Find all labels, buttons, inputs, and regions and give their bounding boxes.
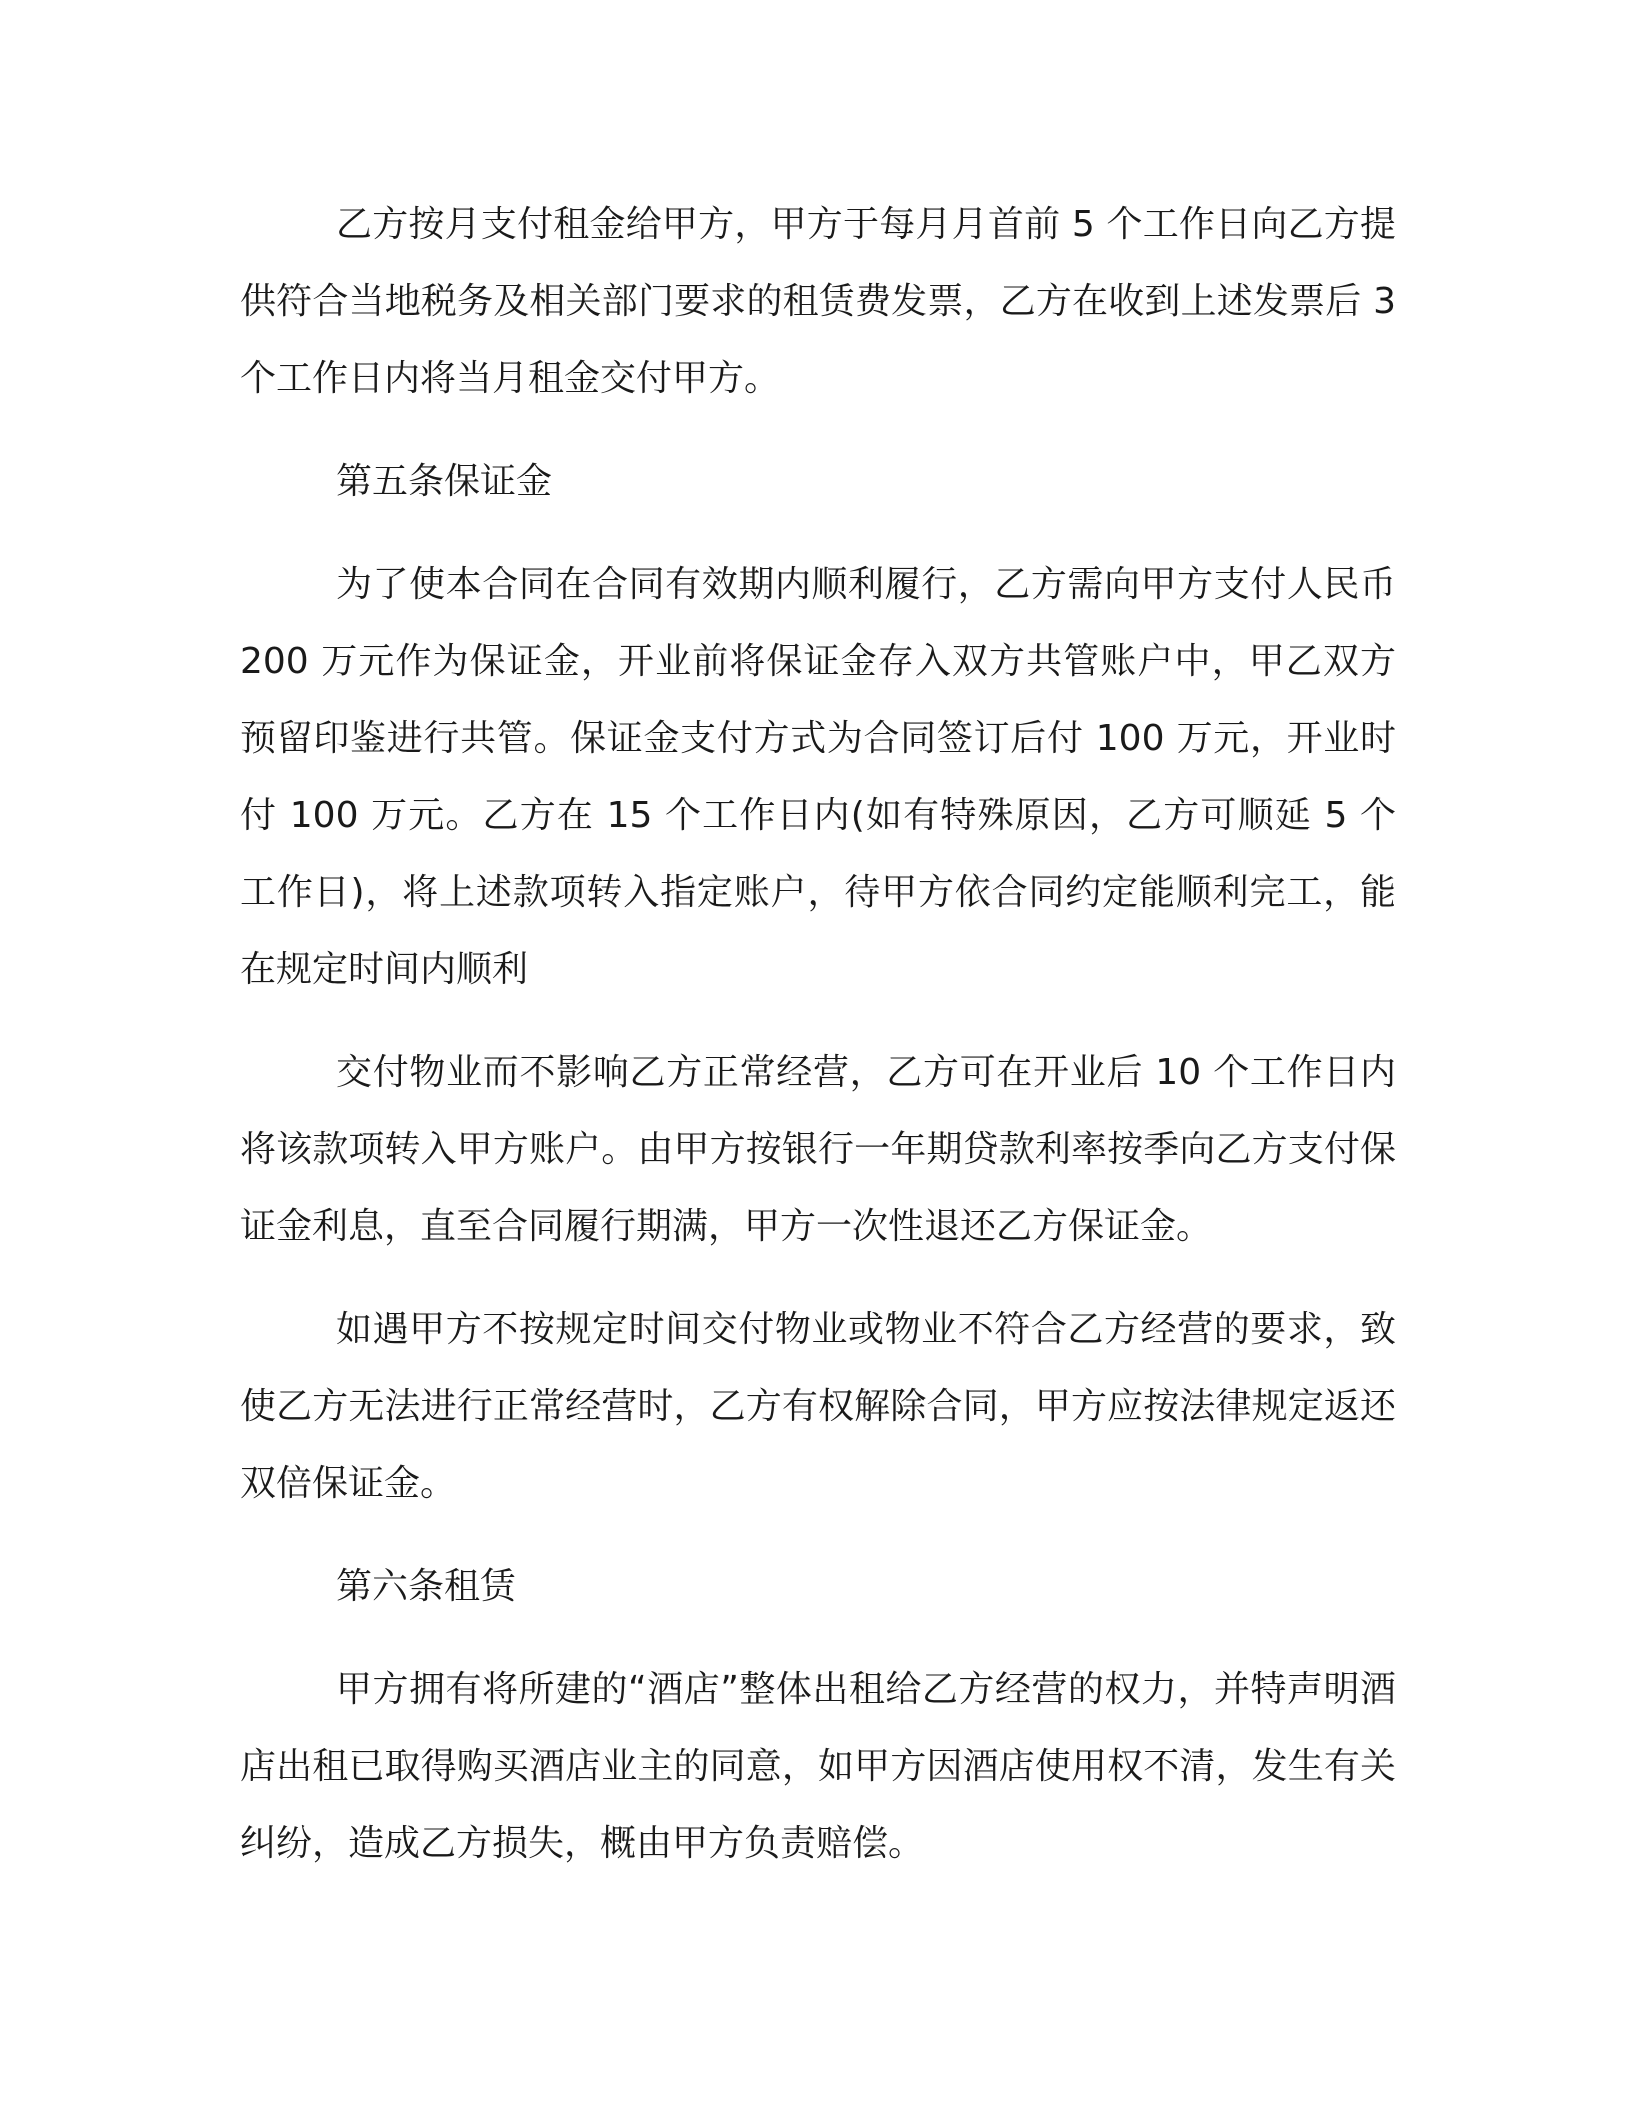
paragraph-lease-rights: 甲方拥有将所建的“酒店”整体出租给乙方经营的权力，并特声明酒店出租已取得购买酒店业主的同意，如甲方因酒店使用权不清，发生有关纠纷，造成乙方损失，概由甲方负责赔偿。: [240, 1669, 1396, 1864]
paragraph-deposit-terms: 为了使本合同在合同有效期内顺利履行，乙方需向甲方支付人民币 200 万元作为保证金，开业前将保证金存入双方共管账户中，甲乙双方预留印鉴进行共管。保证金支付方式为合同签订后付 100 万元，开业时付 100 万元。乙方在 15 个工作日内(如有特殊原因，乙方可顺延 5 个工作日)，将上述款项转入指定账户，待甲方依合同约定能顺利完工，能在规定时间内顺利: [240, 564, 1396, 990]
heading-article-6-lease: 第六条租赁: [336, 1566, 517, 1607]
paragraph-rent-payment: 乙方按月支付租金给甲方，甲方于每月月首前 5 个工作日向乙方提供符合当地税务及相关部门要求的租赁费发票，乙方在收到上述发票后 3 个工作日内将当月租金交付甲方。: [240, 204, 1396, 399]
heading-article-5-deposit: 第五条保证金: [336, 461, 553, 502]
paragraph-deposit-interest: 交付物业而不影响乙方正常经营，乙方可在开业后 10 个工作日内将该款项转入甲方账户。由甲方按银行一年期贷款利率按季向乙方支付保证金利息，直至合同履行期满，甲方一次性退还乙方保证金。: [240, 1052, 1396, 1247]
document-body: [240, 186, 1396, 1908]
paragraph-deposit-refund: 如遇甲方不按规定时间交付物业或物业不符合乙方经营的要求，致使乙方无法进行正常经营时，乙方有权解除合同，甲方应按法律规定返还双倍保证金。: [240, 1309, 1396, 1504]
